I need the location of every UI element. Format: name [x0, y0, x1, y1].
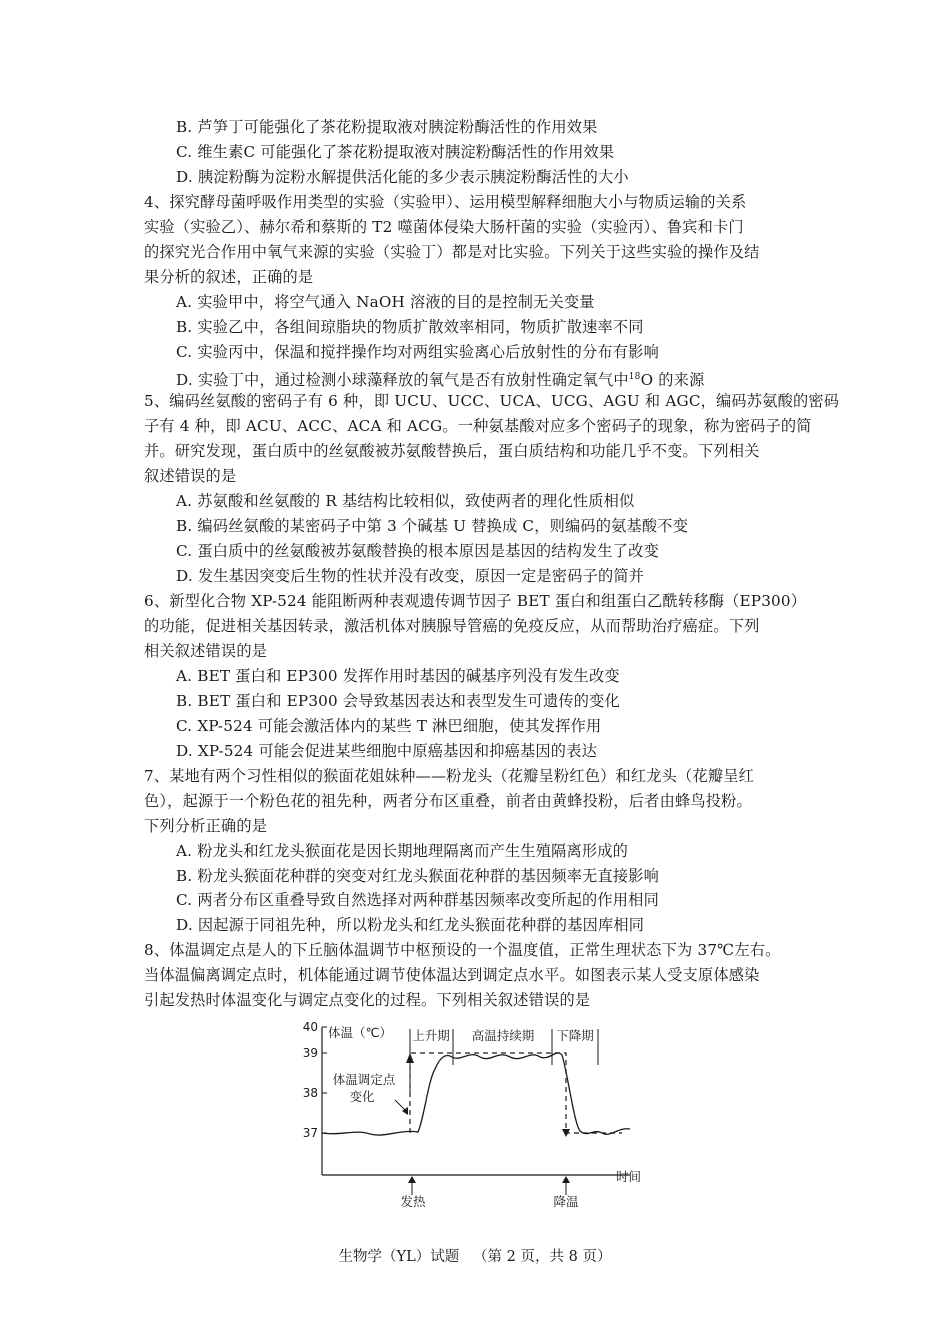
option-line — [176, 739, 597, 764]
option-line — [176, 140, 614, 165]
line-text: D. 因起源于同祖先种，所以粉龙头和红龙头猴面花种群的基因库相同 — [176, 916, 645, 935]
line-text: 6、新型化合物 XP-524 能阻断两种表观遗传调节因子 BET 蛋白和组蛋白乙酰转移酶（EP300） — [144, 592, 807, 611]
line-text: 色），起源于一个粉色花的祖先种，两者分布区重叠，前者由黄蜂投粉，后者由蜂鸟投粉。 — [144, 791, 752, 810]
question-line — [144, 988, 590, 1013]
option-line — [176, 539, 659, 564]
event-fever: 发热 — [400, 1194, 426, 1209]
question-line — [144, 215, 744, 240]
line-text: 8、体温调定点是人的下丘脑体温调节中枢预设的一个温度值，正常生理状态下为 37℃左右。 — [144, 941, 781, 960]
line-text: D. 实验丁中，通过检测小球藻释放的氧气是否有放射性确定氧气中 — [176, 370, 629, 389]
option-line — [176, 315, 644, 340]
line-text: B. 编码丝氨酸的某密码子中第 3 个碱基 U 替换成 C，则编码的氨基酸不变 — [176, 517, 689, 536]
question-line — [144, 414, 812, 439]
line-text: D. 发生基因突变后生物的性状并没有改变，原因一定是密码子的简并 — [176, 567, 645, 586]
line-text: 的探究光合作用中氧气来源的实验（实验丁）都是对比实验。下列关于这些实验的操作及结 — [144, 242, 760, 261]
line-text: B. 粉龙头猴面花种群的突变对红龙头猴面花种群的基因频率无直接影响 — [176, 866, 660, 885]
superscript: 18 — [628, 371, 641, 382]
line-text: 7、某地有两个习性相似的猴面花姐妹种——粉龙头（花瓣呈粉红色）和红龙头（花瓣呈红 — [144, 766, 754, 785]
option-line — [176, 839, 628, 864]
line-text: 引起发热时体温变化与调定点变化的过程。下列相关叙述错误的是 — [144, 991, 591, 1010]
question-line — [144, 464, 236, 489]
question-line — [144, 240, 760, 265]
line-text: C. 维生素C 可能强化了茶花粉提取液对胰淀粉酶活性的作用效果 — [176, 142, 615, 161]
fever-chart — [300, 1015, 645, 1210]
option-line — [176, 714, 601, 739]
line-text-after: O 的来源 — [640, 370, 705, 389]
line-text: B. BET 蛋白和 EP300 会导致基因表达和表型发生可遗传的变化 — [176, 691, 620, 710]
option-line — [176, 564, 644, 589]
line-text: 当体温偏离调定点时，机体能通过调节使体温达到调定点水平。如图表示某人受支原体感染 — [144, 966, 760, 985]
question-line — [144, 614, 760, 639]
option-line — [176, 689, 620, 714]
option-line — [176, 340, 659, 365]
line-text: B. 芦笋丁可能强化了茶花粉提取液对胰淀粉酶活性的作用效果 — [176, 118, 598, 136]
line-text: 叙述错误的是 — [144, 467, 237, 486]
phase-label-rise: 上升期 — [412, 1028, 450, 1043]
line-text: D. 胰淀粉酶为淀粉水解提供活化能的多少表示胰淀粉酶活性的大小 — [176, 167, 629, 186]
question-line — [144, 389, 839, 414]
option-line — [176, 913, 644, 938]
line-text: C. 两者分布区重叠导致自然选择对两种群基因频率改变所起的作用相同 — [176, 891, 659, 910]
line-text: C. 实验丙中，保温和搅拌操作均对两组实验离心后放射性的分布有影响 — [176, 342, 659, 361]
x-axis-label: 时间 — [616, 1169, 642, 1184]
line-text: C. XP-524 可能会激活体内的某些 T 淋巴细胞，使其发挥作用 — [176, 716, 602, 735]
line-text: 相关叙述错误的是 — [144, 641, 268, 660]
line-text: B. 实验乙中，各组间琼脂块的物质扩散效率相同，物质扩散速率不同 — [176, 317, 644, 336]
line-text: 子有 4 种，即 ACU、ACC、ACA 和 ACG。一种氨基酸对应多个密码子的现象，称为密码子的简 — [144, 417, 812, 436]
question-line — [144, 764, 754, 789]
fever-event-arrow-head — [408, 1176, 416, 1183]
option-line — [176, 864, 659, 889]
option-line — [176, 888, 659, 913]
question-line — [144, 938, 781, 963]
annotation-line1: 体温调定点 — [332, 1072, 396, 1087]
line-text: A. 粉龙头和红龙头猴面花是因长期地理隔离而产生生殖隔离形成的 — [176, 841, 629, 860]
y-tick-label: 38 — [302, 1086, 318, 1100]
question-line — [144, 589, 806, 614]
question-line — [144, 439, 760, 464]
line-text: D. XP-524 可能会促进某些细胞中原癌基因和抑癌基因的表达 — [176, 741, 597, 760]
phase-label-plateau: 高温持续期 — [471, 1028, 535, 1043]
option-line — [176, 290, 595, 315]
line-text: 果分析的叙述，正确的是 — [144, 267, 314, 286]
set-point-arrow-head — [406, 1053, 414, 1063]
line-text: C. 蛋白质中的丝氨酸被苏氨酸替换的根本原因是基因的结构发生了改变 — [176, 542, 659, 561]
option-line — [176, 115, 598, 140]
line-text: 5、编码丝氨酸的密码子有 6 种，即 UCU、UCC、UCA、UCG、AGU 和 AGC，编码苏氨酸的密码 — [144, 392, 840, 411]
line-text: A. 实验甲中，将空气通入 NaOH 溶液的目的是控制无关变量 — [176, 292, 595, 311]
cooling-event-arrow-head — [562, 1176, 570, 1183]
y-tick-label: 40 — [302, 1020, 318, 1034]
event-cooling: 降温 — [553, 1194, 579, 1209]
line-text: 的功能，促进相关基因转录，激活机体对胰腺导管癌的免疫反应，从而帮助治疗癌症。下列 — [144, 617, 760, 635]
option-line — [176, 365, 704, 393]
y-axis-label: 体温（℃） — [328, 1025, 393, 1040]
question-line — [144, 190, 746, 215]
option-line — [176, 664, 620, 689]
question-line — [144, 789, 752, 814]
phase-label-fall: 下降期 — [556, 1028, 594, 1043]
question-line — [144, 265, 313, 290]
line-text: A. 苏氨酸和丝氨酸的 R 基结构比较相似，致使两者的理化性质相似 — [176, 492, 635, 511]
question-line — [144, 814, 267, 839]
annotation-line2: 变化 — [349, 1089, 375, 1104]
line-text: 并。研究发现，蛋白质中的丝氨酸被苏氨酸替换后，蛋白质结构和功能几乎不变。下列相关 — [144, 442, 760, 461]
y-tick-label: 39 — [302, 1046, 318, 1060]
option-line — [176, 489, 634, 514]
question-line — [144, 639, 267, 664]
set-point-line — [410, 1053, 622, 1133]
line-text: 下列分析正确的是 — [144, 816, 268, 835]
line-text: A. BET 蛋白和 EP300 发挥作用时基因的碱基序列没有发生改变 — [176, 666, 620, 685]
option-line — [176, 514, 688, 539]
question-line — [144, 963, 760, 988]
line-text: 实验（实验乙）、赫尔希和蔡斯的 T2 噬菌体侵染大肠杆菌的实验（实验丙）、鲁宾和卡门 — [144, 217, 744, 236]
y-tick-label: 37 — [302, 1126, 318, 1140]
page-footer: 生物学（YL）试题 （第 2 页，共 8 页） — [338, 1249, 612, 1265]
line-text: 4、探究酵母菌呼吸作用类型的实验（实验甲）、运用模型解释细胞大小与物质运输的关系 — [144, 192, 747, 211]
option-line — [176, 165, 629, 190]
